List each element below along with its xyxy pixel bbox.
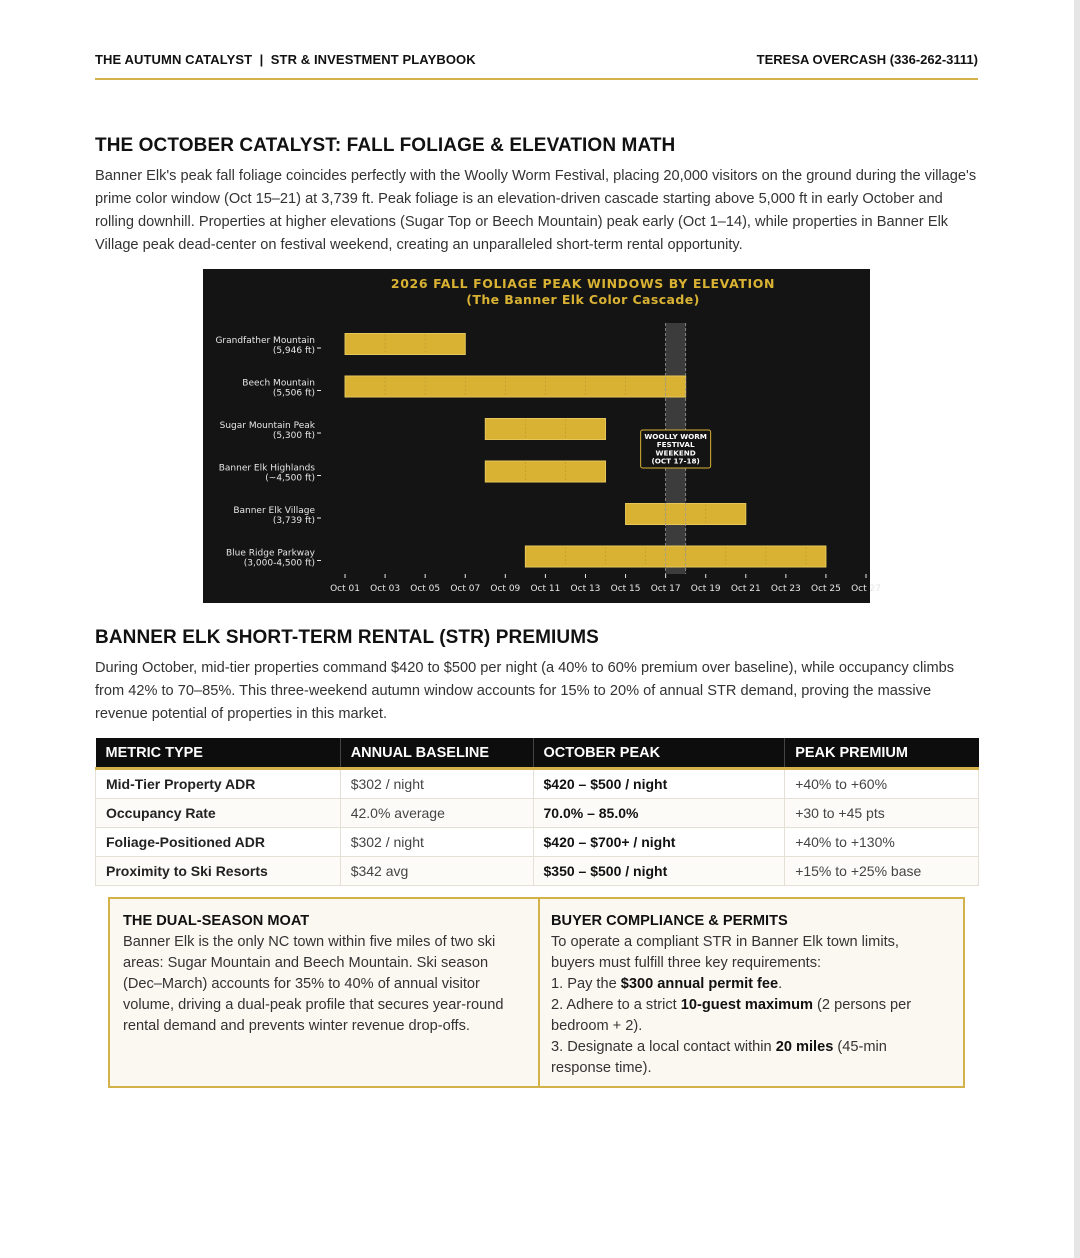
table-cell-peak: $350 – $500 / night xyxy=(533,857,785,886)
chart-bar xyxy=(345,334,465,355)
chart-row-elevation: (3,739 ft) xyxy=(272,516,315,526)
chart-title: 2026 FALL FOLIAGE PEAK WINDOWS BY ELEVATION xyxy=(390,276,776,291)
chart-row-label: Banner Elk Highlands xyxy=(218,463,315,474)
chart-row-elevation: (5,300 ft) xyxy=(272,431,315,441)
item-text: (2 persons per bedroom + 2). xyxy=(551,997,912,1034)
chart-bar xyxy=(345,376,686,397)
item-text: . xyxy=(778,976,783,992)
chart-bar xyxy=(525,546,826,567)
chart-subtitle: (The Banner Elk Color Cascade) xyxy=(466,292,700,307)
item-text: 2. Adhere to a strict xyxy=(551,997,681,1013)
item-text: 3. Designate a local contact within xyxy=(551,1039,776,1055)
table-header-cell: OCTOBER PEAK xyxy=(533,738,785,769)
chart-row-label: Blue Ridge Parkway xyxy=(225,548,315,559)
section-paragraph-foliage: Banner Elk's peak fall foliage coincides perfectly with the Woolly Worm Festival, placing 20,000 visitors on the ground during the village's prime color window (Oct 15–21) at 3,739 ft. Peak foliage is an elevation-driven cascade starting above 5,000 ft in early October and rolling downhill. Properties at higher elevations (Sugar Top or Beech Mountain) peak early (Oct 1–14), while properties in Banner Elk Village peak dead-center on festival weekend, creating an unparalleled short-term rental opportunity. xyxy=(95,168,977,253)
table-cell-baseline: $302 / night xyxy=(340,769,533,799)
table-cell-premium: +40% to +130% xyxy=(785,828,979,857)
compliance-title: BUYER COMPLIANCE & PERMITS xyxy=(551,913,788,929)
compliance-item-2 xyxy=(551,995,946,1037)
table-row xyxy=(96,828,979,857)
dual-season-title: THE DUAL-SEASON MOAT xyxy=(123,913,310,929)
table-cell-metric: Proximity to Ski Resorts xyxy=(96,857,341,886)
x-tick-label: Oct 23 xyxy=(770,584,801,594)
table-row xyxy=(96,799,979,828)
table-cell-premium: +40% to +60% xyxy=(785,769,979,799)
x-tick-label: Oct 01 xyxy=(330,584,360,594)
header-contact: TERESA OVERCASH (336-262-3111) xyxy=(756,52,978,67)
table-header-row xyxy=(96,738,979,769)
table-header-cell: METRIC TYPE xyxy=(96,738,341,769)
chart-row-label: Beech Mountain xyxy=(242,378,315,389)
table-cell-metric: Mid-Tier Property ADR xyxy=(96,769,341,799)
x-tick-label: Oct 19 xyxy=(690,584,721,594)
festival-annotation-text: FESTIVAL xyxy=(656,440,695,450)
x-tick-label: Oct 03 xyxy=(370,584,401,594)
table-header-cell: ANNUAL BASELINE xyxy=(340,738,533,769)
compliance-item-3 xyxy=(551,1037,946,1079)
section-paragraph-str: During October, mid-tier properties command $420 to $500 per night (a 40% to 60% premium over baseline), while occupancy climbs from 42% to 70–85%. This three-weekend autumn window accounts for 15% to 20% of annual STR demand, proving the massive revenue potential of properties in this market. xyxy=(95,660,955,722)
x-tick-label: Oct 21 xyxy=(730,584,761,594)
page-header xyxy=(95,50,978,80)
x-tick-label: Oct 17 xyxy=(650,584,681,594)
chart-bar xyxy=(485,419,605,440)
x-tick-label: Oct 07 xyxy=(450,584,481,594)
section-title-october-catalyst: THE OCTOBER CATALYST: FALL FOLIAGE & ELEVATION MATH xyxy=(95,135,676,156)
chart-row-label: Banner Elk Village xyxy=(233,506,315,516)
table-cell-baseline: 42.0% average xyxy=(340,799,533,828)
x-tick-label: Oct 27 xyxy=(851,584,881,594)
festival-annotation-text: WOOLLY WORM xyxy=(644,432,707,441)
table-cell-peak: 70.0% – 85.0% xyxy=(533,799,785,828)
table-row xyxy=(96,769,979,799)
foliage-chart-svg xyxy=(203,269,881,603)
x-tick-label: Oct 15 xyxy=(610,584,641,594)
x-tick-label: Oct 11 xyxy=(530,584,561,594)
table-row xyxy=(96,857,979,886)
table-cell-premium: +30 to +45 pts xyxy=(785,799,979,828)
header-title: THE AUTUMN CATALYST | STR & INVESTMENT PLAYBOOK xyxy=(95,52,476,67)
chart-row-elevation: (~4,500 ft) xyxy=(265,473,315,484)
foliage-chart xyxy=(203,269,881,603)
item-emphasis: $300 annual permit fee xyxy=(620,976,779,992)
table-cell-metric: Foliage-Positioned ADR xyxy=(96,828,341,857)
x-tick-label: Oct 09 xyxy=(490,584,521,594)
table-cell-peak: $420 – $700+ / night xyxy=(533,828,785,857)
x-tick-label: Oct 25 xyxy=(810,584,841,594)
chart-row-label: Sugar Mountain Peak xyxy=(219,421,315,431)
table-cell-metric: Occupancy Rate xyxy=(96,799,341,828)
table-header-cell: PEAK PREMIUM xyxy=(785,738,979,769)
table-cell-premium: +15% to +25% base xyxy=(785,857,979,886)
compliance-intro: To operate a compliant STR in Banner Elk town limits, buyers must fulfill three key requirements: xyxy=(551,934,899,971)
callout-divider xyxy=(538,899,540,1086)
table-cell-peak: $420 – $500 / night xyxy=(533,769,785,799)
chart-row-elevation: (5,946 ft) xyxy=(272,346,315,356)
dual-season-body: Banner Elk is the only NC town within five miles of two ski areas: Sugar Mountain and Beech Mountain. Ski season (Dec–March) accounts for 35% to 40% of annual visitor volume, driving a dual-peak profile that secures year-round rental demand and prevents winter revenue drop-offs. xyxy=(123,934,504,1034)
dual-season-moat-panel xyxy=(123,911,523,1037)
x-tick-label: Oct 13 xyxy=(570,584,601,594)
festival-annotation-text: (OCT 17-18) xyxy=(651,456,700,466)
x-tick-label: Oct 05 xyxy=(410,584,441,594)
item-text: (45-min response time). xyxy=(551,1039,887,1076)
compliance-item-1 xyxy=(551,974,946,995)
table-cell-baseline: $302 / night xyxy=(340,828,533,857)
item-text: 1. Pay the xyxy=(551,976,621,992)
chart-row-elevation: (3,000-4,500 ft) xyxy=(243,558,315,569)
compliance-panel xyxy=(551,911,946,1079)
festival-annotation-text: WEEKEND xyxy=(655,448,696,458)
table-cell-baseline: $342 avg xyxy=(340,857,533,886)
item-emphasis: 20 miles xyxy=(775,1039,834,1055)
item-emphasis: 10-guest maximum xyxy=(680,997,813,1013)
section-title-str-premiums: BANNER ELK SHORT-TERM RENTAL (STR) PREMIUMS xyxy=(95,627,599,648)
page-edge xyxy=(1074,0,1080,1258)
str-premium-table xyxy=(95,738,979,886)
chart-row-elevation: (5,506 ft) xyxy=(272,388,315,399)
chart-bar xyxy=(485,461,605,482)
chart-row-label: Grandfather Mountain xyxy=(215,336,315,346)
info-callout-box xyxy=(108,897,965,1088)
